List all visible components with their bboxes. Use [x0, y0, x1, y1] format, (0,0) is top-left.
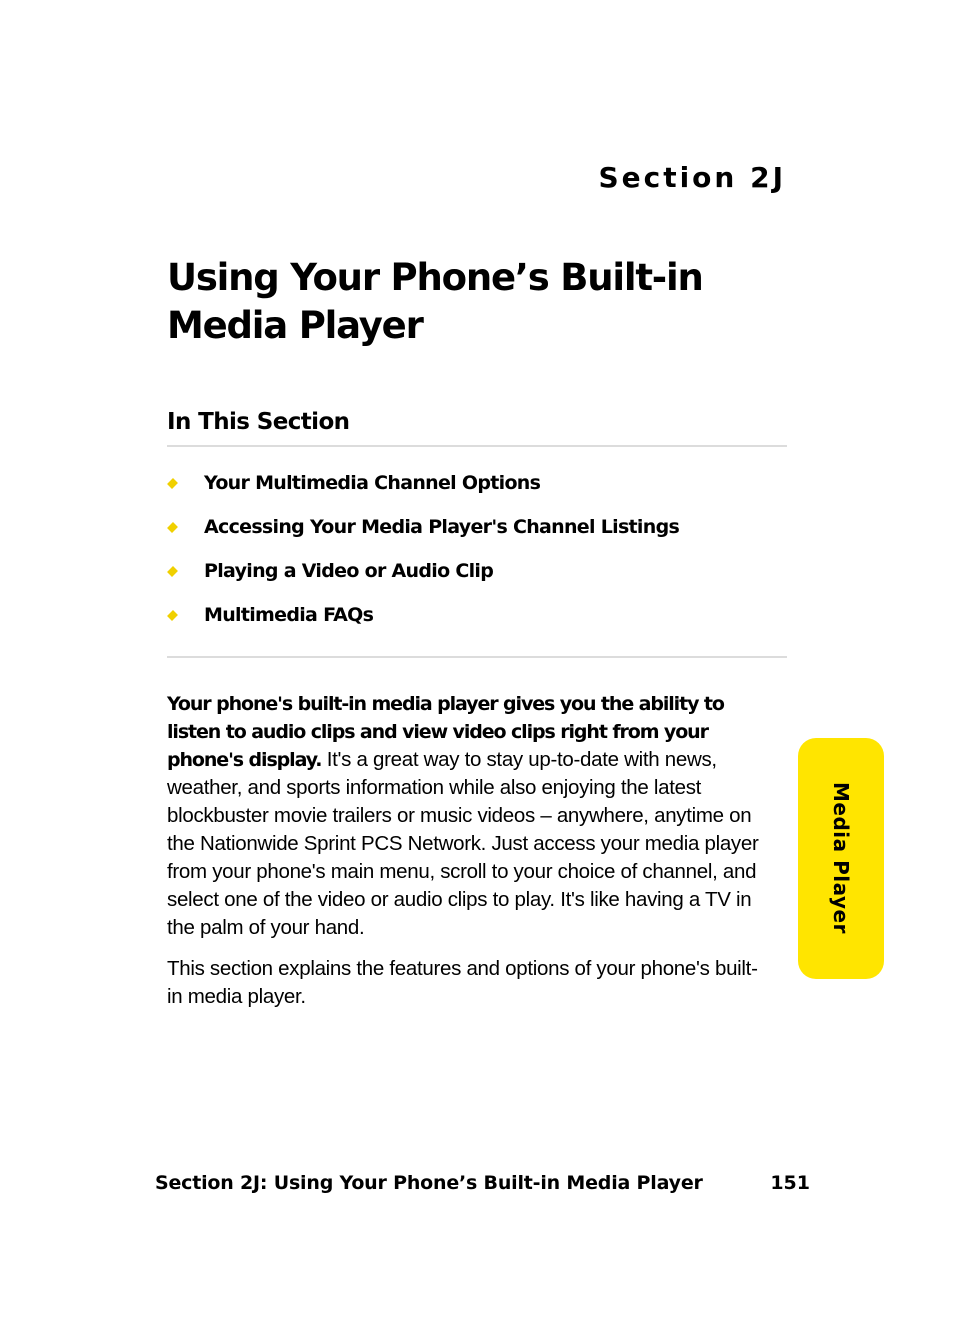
list-item — [167, 508, 787, 552]
footer-title: Section 2J: Using Your Phone’s Built-in Media Player — [155, 1172, 703, 1194]
list-item-label: Accessing Your Media Player's Channel Listings — [204, 516, 680, 538]
diamond-bullet-icon — [167, 566, 178, 577]
bottom-divider — [167, 656, 787, 658]
section-thumb-tab-label: Media Player — [829, 782, 853, 934]
chapter-title — [167, 254, 787, 350]
list-item-label: Multimedia FAQs — [204, 604, 374, 626]
list-item — [167, 464, 787, 508]
body-text — [167, 690, 767, 1011]
intro-paragraph — [167, 690, 767, 942]
in-this-section-heading: In This Section — [167, 409, 350, 435]
diamond-bullet-icon — [167, 610, 178, 621]
chapter-title-line-1: Using Your Phone’s Built-in — [167, 256, 703, 299]
explain-paragraph: This section explains the features and options of your phone's built-in media player. — [167, 957, 758, 1008]
top-divider — [167, 445, 787, 447]
list-item-label: Playing a Video or Audio Clip — [204, 560, 494, 582]
section-thumb-tab — [798, 738, 884, 979]
section-contents-list — [167, 464, 787, 640]
section-label: Section 2J — [598, 161, 786, 194]
intro-regular-text: It's a great way to stay up-to-date with news, weather, and sports information while also enjoying the latest blockbuster movie trailers or music videos – anywhere, anytime on the Nationwide Sprint PCS Network. Just access your media player from your phone's main menu, scroll to your choice of channel, and select one of the video or audio clips to play. It's like having a TV in the palm of your hand. — [167, 748, 759, 939]
intro-bold-text: Your phone's built-in media player gives you the ability to listen to audio clips and view video clips right from your phone's display. — [167, 693, 724, 771]
diamond-bullet-icon — [167, 478, 178, 489]
chapter-title-line-2: Media Player — [167, 304, 423, 347]
diamond-bullet-icon — [167, 522, 178, 533]
list-item — [167, 552, 787, 596]
page-number: 151 — [770, 1172, 810, 1194]
list-item — [167, 596, 787, 640]
list-item-label: Your Multimedia Channel Options — [204, 472, 541, 494]
